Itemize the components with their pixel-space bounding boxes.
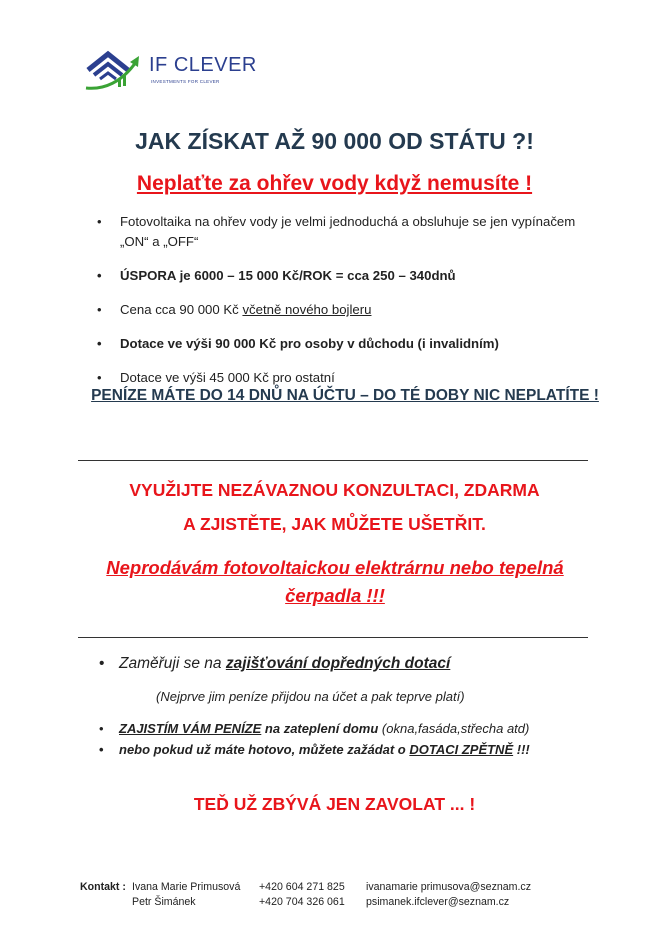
bullet-icon: • (97, 336, 102, 351)
list-item (97, 300, 597, 320)
service-text: nebo pokud už máte hotovo, můžete zažádat o (119, 742, 410, 757)
house-chart-icon (84, 48, 146, 94)
page-subtitle: Neplaťte za ohřev vody když nemusíte ! (136, 172, 533, 195)
contact-names (132, 880, 240, 910)
bullet-icon: • (97, 302, 102, 317)
list-item (97, 212, 597, 252)
benefits-list (97, 212, 597, 388)
service-text: !!! (513, 742, 530, 757)
service-text-underlined: DOTACI ZPĚTNĚ (409, 742, 514, 757)
contact-phones (259, 880, 345, 910)
contact-name: Ivana Marie Primusová (132, 881, 241, 893)
service-item-1 (99, 655, 450, 673)
service-item-3 (99, 742, 530, 757)
bullet-text-underlined: včetně nového bojleru (242, 302, 372, 317)
logo-tagline: INVESTMENTS FOR CLEVER (151, 79, 220, 84)
contact-phone[interactable]: +420 704 326 061 (259, 896, 345, 908)
cta-line-2: A ZJISTĚTE, JAK MŮŽETE UŠETŘIT. (183, 514, 486, 534)
bullet-icon: • (99, 655, 105, 672)
contact-email[interactable]: ivanamarie primusova@seznam.cz (366, 881, 532, 893)
bullet-text: ÚSPORA je 6000 – 15 000 Kč/ROK = cca 250 – 340dnů (120, 268, 456, 283)
service-text: (okna,fasáda,střecha atd) (378, 721, 530, 736)
bullet-icon: • (97, 214, 102, 229)
bullet-icon: • (99, 721, 104, 736)
bullet-icon: • (97, 370, 102, 385)
divider (78, 637, 588, 638)
contact-name: Petr Šimánek (132, 896, 196, 908)
cta-line-1: VYUŽIJTE NEZÁVAZNOU KONZULTACI, ZDARMA (129, 480, 540, 500)
bullet-text: Fotovoltaika na ohřev vody je velmi jednoduchá a obsluhuje se jen vypínačem „ON“ a „OFF“ (120, 214, 576, 249)
disclaimer: Neprodávám fotovoltaickou elektrárnu nebo tepelná čerpadla !!! (106, 557, 564, 606)
service-note: (Nejprve jim peníze přijdou na účet a pak teprve platí) (156, 689, 465, 704)
service-text-bold: ZAJISTÍM VÁM PENÍZE (119, 721, 262, 736)
bullet-text: Dotace ve výši 45 000 Kč pro ostatní (120, 370, 335, 385)
contact-label: Kontakt : (80, 881, 126, 893)
bullet-text: Dotace ve výši 90 000 Kč pro osoby v důchodu (i invalidním) (120, 336, 499, 351)
list-item (97, 266, 597, 286)
bullet-text: Cena cca 90 000 Kč (120, 302, 243, 317)
service-text: Zaměřuji se na (119, 655, 226, 672)
logo-name: IF CLEVER (149, 54, 257, 76)
service-text-bold: zajišťování dopředných dotací (225, 655, 451, 672)
company-logo (84, 48, 264, 96)
contact-email[interactable]: psimanek.ifclever@seznam.cz (366, 896, 510, 908)
payment-note: PENÍZE MÁTE DO 14 DNŮ NA ÚČTU – DO TÉ DOBY NIC NEPLATÍTE ! (91, 387, 599, 404)
closing-line: TEĎ UŽ ZBÝVÁ JEN ZAVOLAT ... ! (193, 794, 476, 814)
list-item (97, 334, 597, 354)
page-title: JAK ZÍSKAT AŽ 90 000 OD STÁTU ?! (135, 128, 534, 154)
service-text: na zateplení domu (261, 721, 379, 736)
contact-emails (366, 880, 531, 910)
bullet-icon: • (99, 742, 104, 757)
contact-phone[interactable]: +420 604 271 825 (259, 881, 345, 893)
service-item-2 (99, 721, 529, 736)
divider (78, 460, 588, 461)
bullet-icon: • (97, 268, 102, 283)
